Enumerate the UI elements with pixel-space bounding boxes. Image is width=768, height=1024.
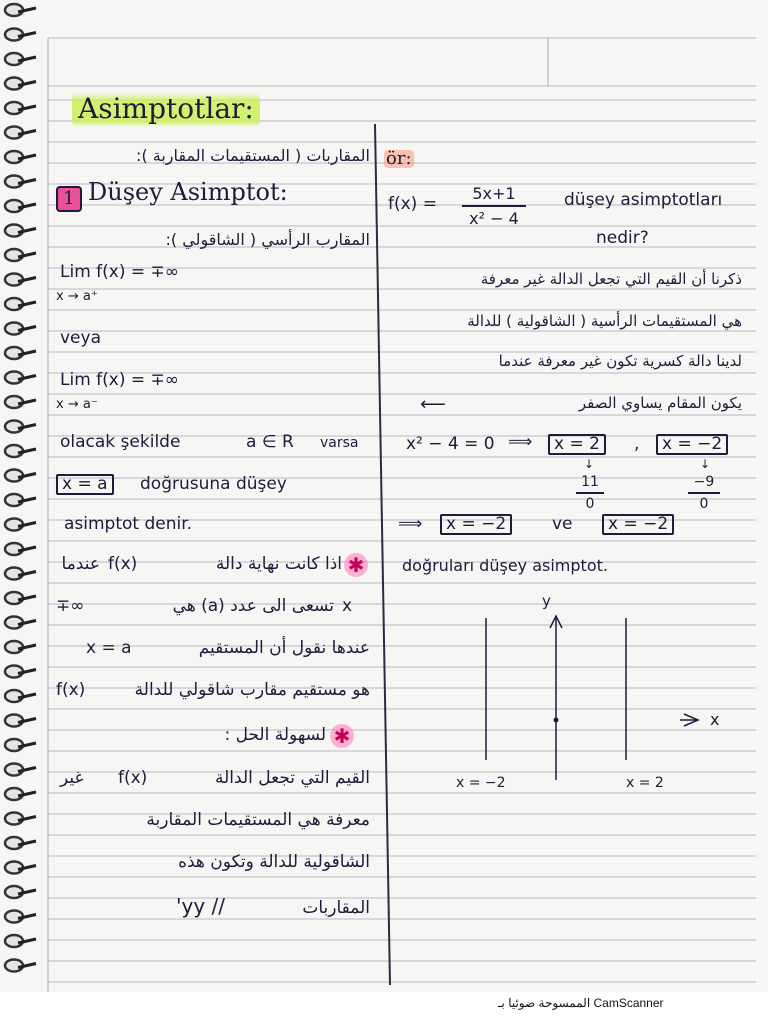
solution-box-2: x = −2 [656,434,728,455]
origin-dot [554,718,559,723]
right-asymptote-label: x = 2 [626,775,664,791]
page-title: Asimptotlar: [72,92,260,127]
ease-line4-arabic: المقاربات [302,898,370,918]
footer-text: الممسوحة ضوئيا بـ CamScanner [498,996,664,1010]
scanner-footer [0,992,768,1024]
note-line3-arabic: عندها نقول أن المستقيم [198,638,370,658]
function-fraction [462,184,526,228]
x-axis-label: x [710,710,720,729]
definition-a-in-r: a ∈ R [246,432,294,452]
fraction-bar [462,205,526,207]
title-arabic: المقاربات ( المستقيمات المقاربة ): [136,146,370,165]
explanation-line3: لدينا دالة كسرية تكون غير معرفة عندما [498,352,742,370]
arrow-icon: ⟵ [420,394,446,415]
ease-line3-arabic: الشاقولية للدالة وتكون هذه [178,852,370,872]
fraction-bar [688,492,720,494]
ve-text: ve [552,514,573,534]
star-icon: ✱ [344,553,368,577]
explanation-line2: هي المستقيمات الرأسية ( الشاقولية ) للدالة [467,312,742,330]
test-fraction-1-den: 0 [585,496,595,512]
star-icon: ✱ [330,724,354,748]
left-asymptote-label: x = −2 [456,775,506,791]
answer-box-2: x = −2 [602,514,674,535]
ease-line2-arabic: معرفة هي المستقيمات المقاربة [146,810,370,830]
limit-left: Lim f(x) = ∓∞ [60,370,179,390]
section-heading: Düşey Asimptot: [88,178,288,206]
limit-right-subscript: x → a⁺ [56,289,98,304]
ease-line1-end: غير [60,768,84,788]
definition-line2: doğrusuna düşey [140,474,287,494]
note-line2-arabic: تسعى الى عدد (a) هي [172,596,334,616]
comma-separator: , [634,434,640,454]
function-denominator: x² − 4 [469,209,519,228]
question-line1: düşey asimptotları [564,190,723,210]
boxed-equation-x-a: x = a [56,474,114,495]
test-fraction-2-num: −9 [693,474,715,490]
solution-box-1: x = 2 [548,434,606,455]
ease-line1-arabic: القيم التي تجعل الدالة [215,768,370,788]
ease-line4-mark: 'yy // [176,894,226,918]
question-line2: nedir? [596,228,649,248]
ease-line1-fx: f(x) [118,768,148,788]
note-line1-arabic: اذا كانت نهاية دالة [215,554,342,574]
note-line1-fx: f(x) [108,554,138,574]
asymptote-sketch [450,590,750,800]
implies-arrow-icon: ⟹ [398,514,423,534]
note-line4-fx: f(x) [56,680,86,700]
note-line2-x: x [342,596,353,616]
test-fraction-1-num: 11 [581,474,599,490]
spiral-binding [0,0,48,1000]
limit-right: Lim f(x) = ∓∞ [60,262,179,282]
note-line3-eq: x = a [86,638,132,658]
ease-heading-arabic: لسهولة الحل : [224,725,326,745]
conclusion-text: doğruları düşey asimptot. [402,556,608,575]
definition-line3: asimptot denir. [64,514,193,534]
implies-arrow-icon: ⟹ [508,432,533,452]
note-line1-end: عندما [61,554,100,574]
veya-text: veya [60,328,101,348]
down-arrow-icon: ↓ [700,457,711,471]
note-line4-arabic: هو مستقيم مقارب شاقولي للدالة [134,680,370,700]
y-axis-label: y [542,592,551,610]
note-line2-inf: ∓∞ [56,596,85,616]
example-label: ör: [386,148,412,169]
denominator-equation: x² − 4 = 0 [406,434,495,454]
fraction-bar [576,492,604,494]
answer-box-1: x = −2 [440,514,512,535]
section-heading-arabic: المقارب الرأسي ( الشاقولي ): [165,230,370,249]
section-number-badge: 1 [56,186,82,212]
definition-varsa: varsa [320,435,359,451]
explanation-line1: ذكرنا أن القيم التي تجعل الدالة غير معرفة [480,270,742,288]
explanation-line4: يكون المقام يساوي الصفر [578,394,742,412]
definition-line1: olacak şekilde [60,432,181,452]
test-fraction-2 [688,474,720,512]
test-fraction-2-den: 0 [699,496,709,512]
limit-left-subscript: x → a⁻ [56,397,98,412]
test-fraction-1 [576,474,604,512]
function-label: f(x) = [388,194,437,214]
down-arrow-icon: ↓ [584,457,595,471]
function-numerator: 5x+1 [472,184,516,203]
